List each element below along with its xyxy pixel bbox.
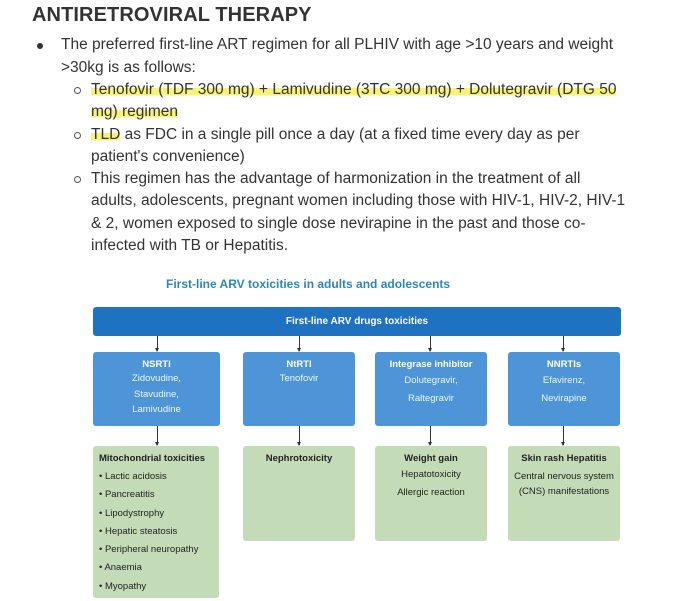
drug-name: Raltegravir [408,392,454,404]
drug-name: Stavudine, [134,388,179,400]
toxicity-item: • Hepatic steatosis [99,525,178,537]
toxicity-item: (CNS) manifestations [518,486,610,497]
sub-bullet-advantage-line1: This regimen has the advantage of harmonization in the treatment of all [91,170,581,187]
sub-bullet-advantage-line3: & 2, women exposed to single dose nevirapine in the past and those co- [91,215,586,232]
drug-class-ntrti [243,352,355,426]
sub-bullet-tld-line1 [91,124,579,147]
sub-bullet-regimen-line2 [91,101,178,124]
drug-class-name: NSRTI [142,359,171,370]
toxicity-box-weight-gain [375,446,487,541]
highlighted-text: mg) regimen [91,103,178,120]
sub-bullet-regimen-line1 [91,79,616,102]
sub-bullet-circle-icon [74,132,81,139]
drug-class-nnrtis [508,352,620,426]
drug-class-nsrti [93,352,220,426]
toxicity-title: Skin rash Hepatitis [521,453,607,464]
toxicity-item: • Lipodystrophy [99,507,165,519]
drug-name: Tenofovir [279,373,319,384]
highlighted-text: Tenofovir (TDF 300 mg) + Lamivudine (3TC 300 mg) + Dolutegravir (DTG 50 [91,81,617,98]
arrow-down-icon [563,426,564,445]
bullet-main-line2: >30kg is as follows: [61,59,196,76]
sub-bullet-tld-line2: patient's convenience) [91,148,245,165]
page-title: ANTIRETROVIRAL THERAPY [32,4,312,26]
highlighted-text: TLD [91,126,121,143]
diagram-title: First-line ARV toxicities in adults and adolescents [166,277,451,291]
text: as FDC in a single pill once a day (at a fixed time every day as per [120,126,580,143]
drug-class-integrase-inhibitor [375,352,487,426]
toxicity-box-nephrotoxicity [243,446,355,541]
drug-name: Nevirapine [541,392,587,404]
arrow-down-icon [299,336,300,351]
toxicity-item: Central nervous system [514,471,614,482]
arrow-down-icon [430,336,431,351]
toxicity-item: Allergic reaction [397,487,465,499]
sub-bullet-advantage-line2: adults, adolescents, pregnant women including those with HIV-1, HIV-2, HIV-1 [91,192,626,209]
drug-name: Efavirenz, [542,375,586,386]
toxicity-box-skin-rash-hepatitis [508,446,620,541]
sub-bullet-circle-icon [74,176,81,183]
toxicity-item: • Pancreatitis [99,489,155,501]
drug-class-name: NtRTI [286,359,312,370]
toxicity-item: • Peripheral neuropathy [99,544,199,556]
toxicity-item: • Anaemia [99,562,142,574]
toxicity-title: Nephrotoxicity [265,453,333,464]
drug-class-name: Integrase inhibitor [389,359,473,370]
arrow-down-icon [157,426,158,445]
bullet-dot-icon [37,43,43,49]
toxicity-item: • Lactic acidosis [99,471,167,482]
arrow-down-icon [430,426,431,445]
sub-bullet-advantage-line4: infected with TB or Hepatitis. [91,237,288,254]
toxicity-box-mitochondrial [93,446,219,598]
diagram-root-box [93,307,621,336]
toxicity-title: Weight gain [404,453,458,464]
sub-bullet-circle-icon [74,87,81,94]
toxicity-title: Mitochondrial toxicities [99,453,206,464]
arrow-down-icon [299,426,300,445]
toxicity-item: • Myopathy [99,580,147,592]
drug-name: Lamivudine [132,404,181,415]
arrow-down-icon [563,336,564,351]
drug-name: Dolutegravir, [404,375,458,386]
diagram-root-label: First-line ARV drugs toxicities [285,316,429,327]
drug-class-name: NNRTIs [546,359,582,370]
drug-name: Zidovudine, [131,373,182,384]
bullet-main-line1: The preferred first-line ART regimen for all PLHIV with age >10 years and weight [61,36,614,53]
toxicity-item: Hepatotoxicity [401,469,461,480]
arrow-down-icon [157,336,158,351]
